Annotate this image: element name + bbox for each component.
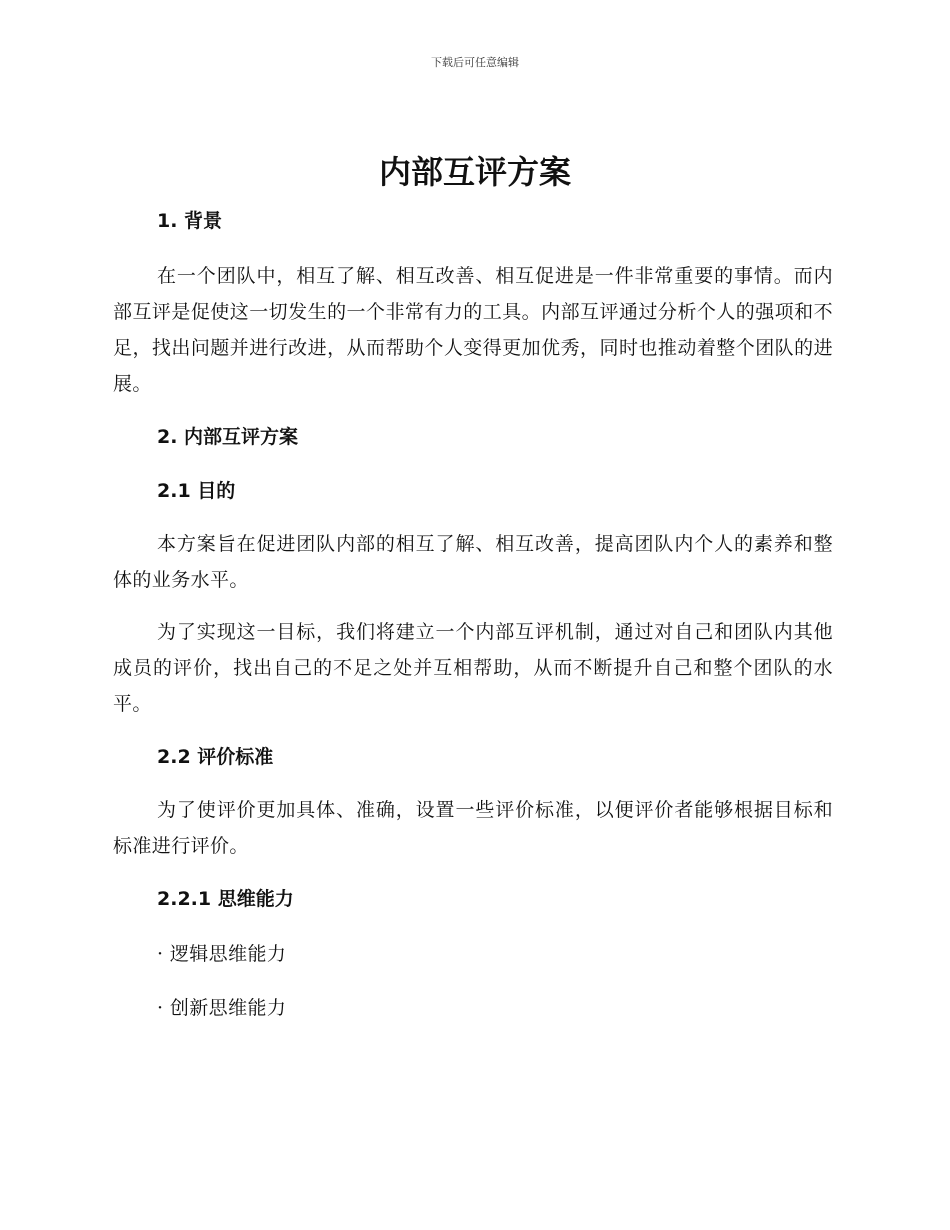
section-heading-background: 1. 背景: [157, 210, 223, 232]
criteria-paragraph: 为了使评价更加具体、准确，设置一些评价标准，以便评价者能够根据目标和标准进行评价。: [113, 799, 833, 857]
purpose-paragraph-2: 为了实现这一目标，我们将建立一个内部互评机制，通过对自己和团队内其他成员的评价，找出自己的不足之处并互相帮助，从而不断提升自己和整个团队的水平。: [113, 621, 833, 715]
list-item-logic: · 逻辑思维能力: [157, 943, 287, 965]
document-title: 内部互评方案: [378, 153, 571, 191]
header-note: 下载后可任意编辑: [431, 56, 519, 69]
background-paragraph: 在一个团队中，相互了解、相互改善、相互促进是一件非常重要的事情。而内部互评是促使这一切发生的一个非常有力的工具。内部互评通过分析个人的强项和不足，找出问题并进行改进，从而帮助个人变得更加优秀，同时也推动着整个团队的进展。: [113, 265, 833, 395]
section-heading-plan: 2. 内部互评方案: [157, 426, 299, 448]
list-item-innovation: · 创新思维能力: [157, 997, 287, 1019]
section-heading-thinking: 2.2.1 思维能力: [157, 888, 294, 910]
purpose-paragraph-1: 本方案旨在促进团队内部的相互了解、相互改善，提高团队内个人的素养和整体的业务水平。: [113, 533, 833, 591]
section-heading-criteria: 2.2 评价标准: [157, 746, 274, 768]
section-heading-purpose: 2.1 目的: [157, 480, 236, 502]
document-body: [113, 200, 833, 1026]
